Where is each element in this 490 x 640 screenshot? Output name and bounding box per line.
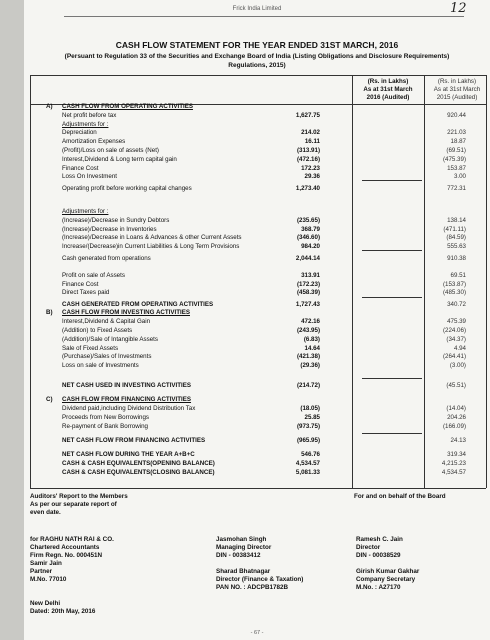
place-date-block: New Delhi Dated: 20th May, 2016 — [30, 600, 96, 615]
table-top-rule — [30, 75, 486, 76]
table-row: Dividend paid,including Dividend Distribution Tax (18.05) (14.04) — [62, 405, 466, 412]
previous-year-header: (Rs. in Lakhs) As at 31st March 2015 (Audited) — [433, 78, 481, 101]
page-number: - 67 - — [250, 630, 264, 636]
table-row: Profit on sale of Assets 313.91 69.51 — [62, 272, 466, 279]
table-row: Interest,Dividend & Long term capital gain (472.16) (475.39) — [62, 156, 466, 163]
table-row: Adjustments for : — [62, 208, 109, 215]
partner-block: Samir Jain Partner M.No. 77010 — [30, 560, 67, 583]
header-rule — [64, 16, 464, 17]
table-row: Adjustments for : — [62, 121, 109, 128]
total-row: NET CASH FLOW DURING THE YEAR A+B+C 546.76 319.34 — [62, 451, 466, 458]
auditor-report-block: Auditors' Report to the Members As per our separate report of even date. — [30, 493, 128, 516]
statement-title: CASH FLOW STATEMENT FOR THE YEAR ENDED 31ST MARCH, 2016 — [115, 40, 399, 50]
board-signature-heading: For and on behalf of the Board — [354, 493, 446, 500]
subtotal-rule — [362, 378, 422, 379]
table-row: (Purchase)/Sales of Investments (421.38) (264.41) — [62, 353, 466, 360]
table-row: Finance Cost 172.23 153.87 — [62, 165, 466, 172]
adjacent-page-edge — [0, 0, 25, 640]
table-row: Amortization Expenses 16.11 18.87 — [62, 138, 466, 145]
subtotal-row: CASH GENERATED FROM OPERATING ACTIVITIES 1,727.43 340.72 — [62, 301, 466, 308]
table-row: (Increase)/Decrease in Sundry Debtors (235.65) 138.14 — [62, 217, 466, 224]
section-heading: CASH FLOW FROM INVESTING ACTIVITIES — [62, 309, 190, 316]
section-c-label: C) — [46, 396, 53, 403]
table-row: (Profit)/Loss on sale of assets (Net) (313.91) (69.51) — [62, 147, 466, 154]
managing-director-signature: Jasmohan Singh Managing Director DIN - 00383412 — [216, 536, 272, 559]
section-b-label: B) — [46, 309, 53, 316]
table-row: Interest,Dividend & Capital Gain 472.16 475.39 — [62, 318, 466, 325]
table-row: Proceeds from New Borrowings 25.85 204.26 — [62, 414, 466, 421]
statement-subtitle-line1: (Persuant to Regulation 33 of the Securities and Exchange Board of India (Listing Obligations and Disclosure Requirements) — [64, 53, 450, 60]
table-row: Loss On Investment 29.36 3.00 — [62, 173, 466, 180]
table-row: Depreciation 214.02 221.03 — [62, 129, 466, 136]
current-year-header: (Rs. in Lakhs) As at 31st March 2016 (Audited) — [363, 78, 413, 101]
subtotal-row: Operating profit before working capital changes 1,273.40 772.31 — [62, 185, 466, 192]
total-row: CASH & CASH EQUIVALENTS(OPENING BALANCE) 4,534.57 4,215.23 — [62, 460, 466, 467]
subtotal-row: NET CASH USED IN INVESTING ACTIVITIES (214.72) (45.51) — [62, 382, 466, 389]
section-heading: CASH FLOW FROM FINANCING ACTIVITIES — [62, 396, 192, 403]
auditor-firm-block: for RAGHU NATH RAI & CO. Chartered Accountants Firm Regn. No. 000451N — [30, 536, 114, 559]
company-secretary-signature: Girish Kumar Gakhar Company Secretary M.No. : A27170 — [356, 568, 420, 591]
total-row: CASH & CASH EQUIVALENTS(CLOSING BALANCE) 5,081.33 4,534.57 — [62, 469, 466, 476]
table-row: Increase/(Decrease)in Current Liabilities & Long Term Provisions 984.20 555.63 — [62, 243, 466, 250]
section-a-label: A) — [46, 103, 53, 110]
company-header: Frick India Limited — [232, 6, 282, 12]
table-row: Net profit before tax 1,627.75 920.44 — [62, 112, 466, 119]
table-row: (Increase)/Decrease in Loans & Advances & other Current Assets (346.60) (84.59) — [62, 234, 466, 241]
handwritten-page-number: 12 — [450, 1, 467, 16]
finance-director-signature: Sharad Bhatnagar Director (Finance & Taxation) PAN NO. : ADCPB1782B — [216, 568, 304, 591]
subtotal-row: Cash generated from operations 2,044.14 910.38 — [62, 255, 466, 262]
table-row: (Addition) to Fixed Assets (243.95) (224.06) — [62, 327, 466, 334]
table-row: Finance Cost (172.23) (153.87) — [62, 281, 466, 288]
table-row: (Increase)/Decrease in Inventories 368.79 (471.11) — [62, 226, 466, 233]
section-heading: CASH FLOW FROM OPERATING ACTIVITIES — [62, 103, 193, 110]
table-row: Loss on sale of Investments (29.36) (3.00) — [62, 362, 466, 369]
director-signature: Ramesh C. Jain Director DIN - 00038529 — [356, 536, 403, 559]
table-row: (Addition)/Sale of Intangible Assets (6.83) (34.37) — [62, 336, 466, 343]
subtotal-rule — [362, 433, 422, 434]
table-row: Direct Taxes paid (458.39) (485.30) — [62, 289, 466, 296]
table-row: Sale of Fixed Assets 14.64 4.94 — [62, 345, 466, 352]
subtotal-row: NET CASH FLOW FROM FINANCING ACTIVITIES (965.95) 24.13 — [62, 437, 466, 444]
table-bottom-rule — [30, 488, 486, 489]
table-row: Re-payment of Bank Borrowing (973.75) (166.09) — [62, 423, 466, 430]
statement-subtitle-line2: Regulations, 2015) — [228, 62, 286, 69]
document-page — [24, 0, 490, 640]
